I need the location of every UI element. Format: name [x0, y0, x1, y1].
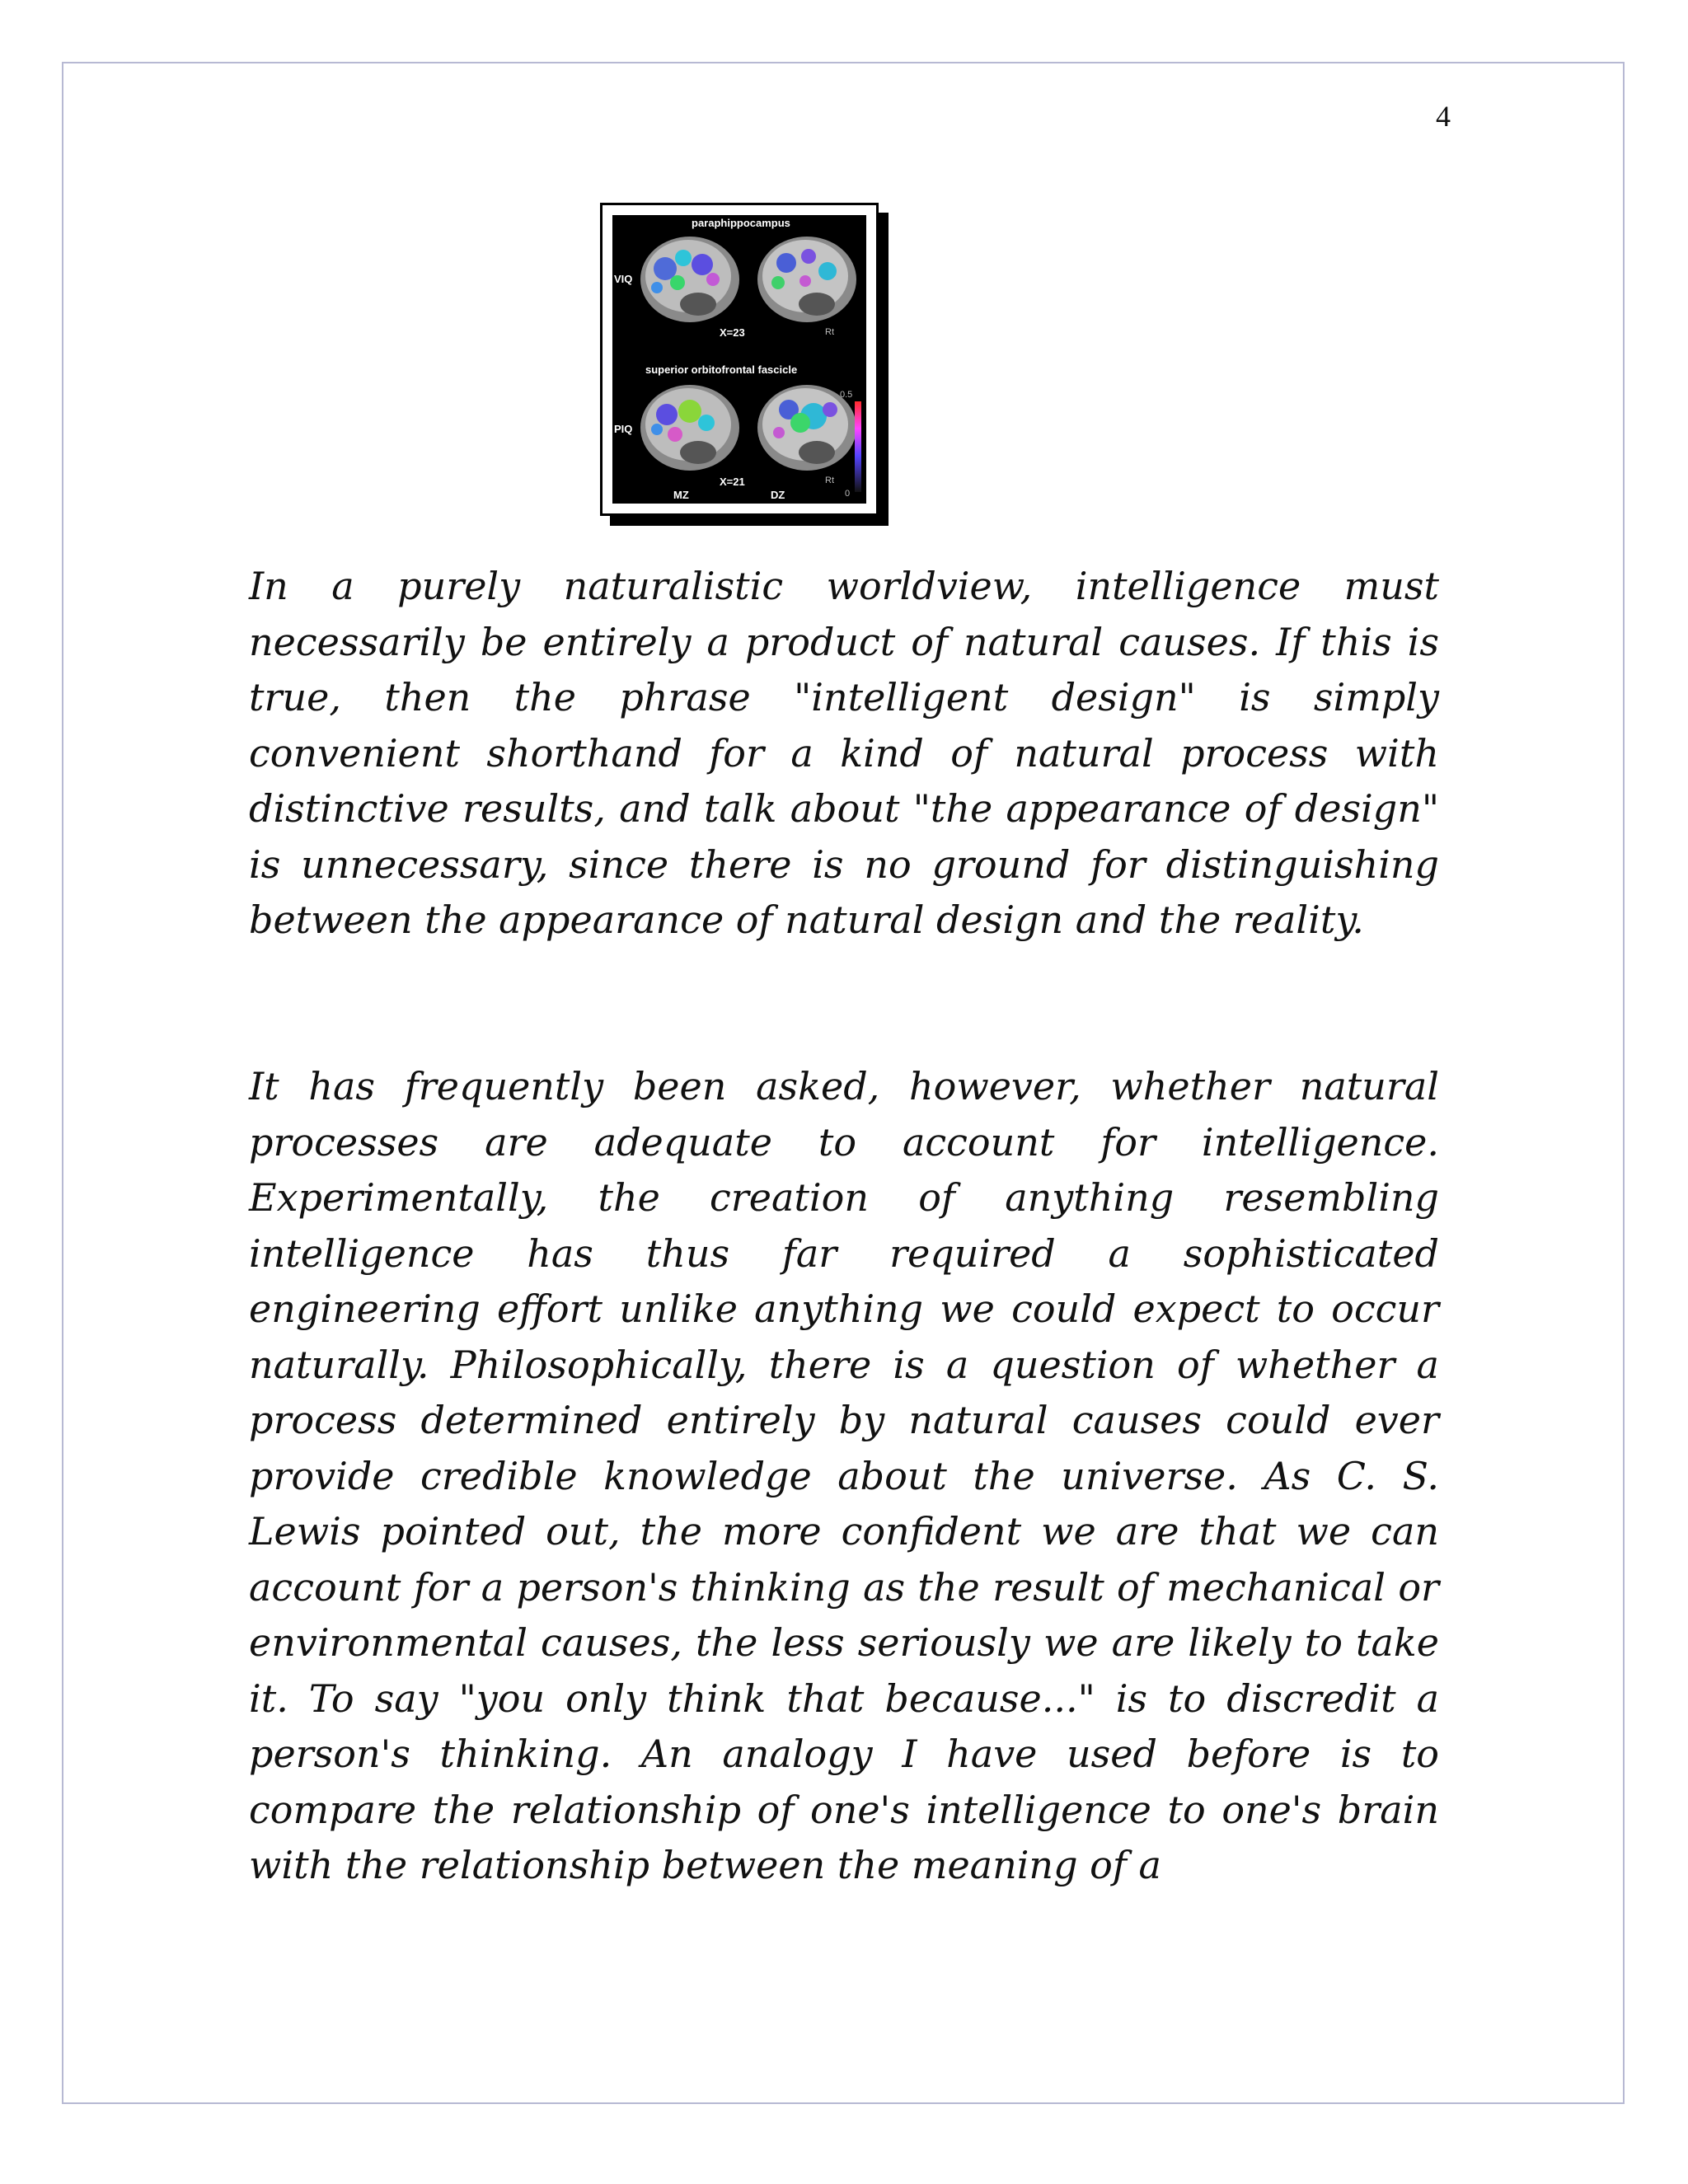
- paragraph-2: It has frequently been asked, however, whether natural processes are adequate to account for intelligence. Experimentally, the creation of anything resembling intelligence has thus far required a sophisticated engineering effort unlike anything we could expect to occur naturally. Philosophically, there is a question of whether a process determined entirely by natural causes could ever provide credible knowledge about the universe. As C. S. Lewis pointed out, the more confident we are that we can account for a person's thinking as the result of mechanical or environmental causes, the less seriously we are likely to take it. To say "you only think that because..." is to discredit a person's thinking. An analogy I have used before is to compare the relationship of one's intelligence to one's brain with the relationship between the meaning of a: [249, 1064, 1439, 1887]
- brain-scan-mz-row1: [632, 232, 748, 329]
- page-number: 4: [1436, 100, 1451, 133]
- figure-row2-label: PIQ: [614, 423, 633, 435]
- paragraph-1: In a purely naturalistic worldview, intelligence must necessarily be entirely a product of natural causes. If this is true, then the phrase "intelligent design" is simply convenient shorthand for a kind of natural process with distinctive results, and talk about "the appearance of design" is unnecessary, since there is no ground for distinguishing between the appearance of natural design and the reality.: [249, 564, 1439, 942]
- figure-mid-label: superior orbitofrontal fascicle: [645, 363, 798, 376]
- figure-row1-label: VIQ: [614, 273, 633, 285]
- figure-row2-side: Rt: [825, 476, 834, 485]
- figure-top-label: paraphippocampus: [692, 217, 790, 229]
- figure-row1-coord: X=23: [720, 326, 745, 339]
- figure-col1-label: MZ: [673, 489, 689, 501]
- figure-panel: [612, 215, 866, 504]
- color-scale-min: 0: [845, 489, 851, 499]
- figure-col2-label: DZ: [771, 489, 785, 501]
- figure-row2-coord: X=21: [720, 476, 745, 488]
- color-scale-bar: [855, 401, 861, 492]
- brain-scan-dz-row1: [749, 232, 865, 329]
- figure-frame: [600, 203, 879, 516]
- figure-row1-side: Rt: [825, 327, 834, 337]
- color-scale-max: 0.5: [840, 390, 853, 400]
- brain-scan-mz-row2: [632, 380, 748, 477]
- brain-scan-figure: [600, 203, 889, 526]
